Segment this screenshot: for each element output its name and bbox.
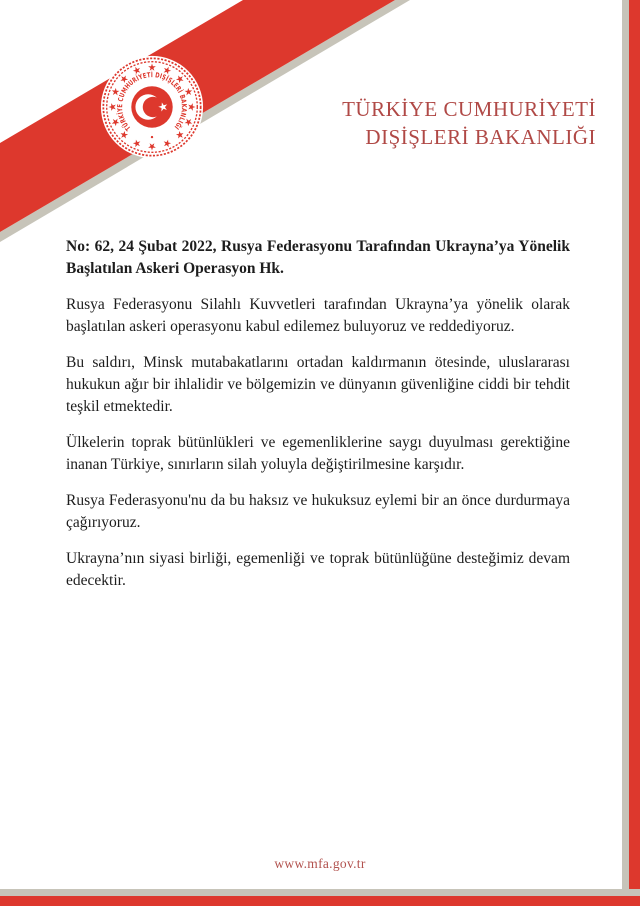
document-body [66,236,570,606]
ministry-header-line1: TÜRKİYE CUMHURİYETİ [342,97,596,121]
paragraph-5: Ukrayna’nın siyasi birliği, egemenliği ve toprak bütünlüğüne desteğimiz devam edecektir. [66,550,570,589]
right-stripe-shadow [622,0,629,906]
paragraph-2: Bu saldırı, Minsk mutabakatlarını ortadan kaldırmanın ötesinde, uluslararası hukukun ağır bir ihlalidir ve bölgemizin ve dünyanın güvenliğine ciddi bir tehdit teşkil etmektedir. [66,354,570,415]
paragraph-4: Rusya Federasyonu'nu da bu haksız ve hukuksuz eylemi bir an önce durdurmaya çağırıyoruz. [66,492,570,531]
paragraph-3: Ülkelerin toprak bütünlükleri ve egemenliklerine saygı duyulması gerektiğine inanan Türkiye, sınırların silah yoluyla değiştirilmesine karşıdır. [66,434,570,473]
paragraph-1: Rusya Federasyonu Silahlı Kuvvetleri tarafından Ukrayna’ya yönelik olarak başlatılan askeri operasyonu kabul edilemez buluyoruz ve reddediyoruz. [66,296,570,335]
bottom-stripe [0,896,640,906]
seal-text-separator-dot [151,136,153,138]
ministry-header [342,96,596,151]
ministry-seal-icon [99,54,205,160]
right-stripe [629,0,640,906]
bottom-stripe-shadow [0,889,640,896]
footer-website-url: www.mfa.gov.tr [274,856,366,871]
ministry-header-line2: DIŞİŞLERİ BAKANLIĞI [365,124,596,149]
document-title: No: 62, 24 Şubat 2022, Rusya Federasyonu Tarafından Ukrayna’ya Yönelik Başlatılan Askeri Operasyon Hk. [66,238,570,277]
seal-ring-text: TÜRKİYE CUMHURİYETİ DIŞİŞLERİ BAKANLIĞI [115,71,188,133]
